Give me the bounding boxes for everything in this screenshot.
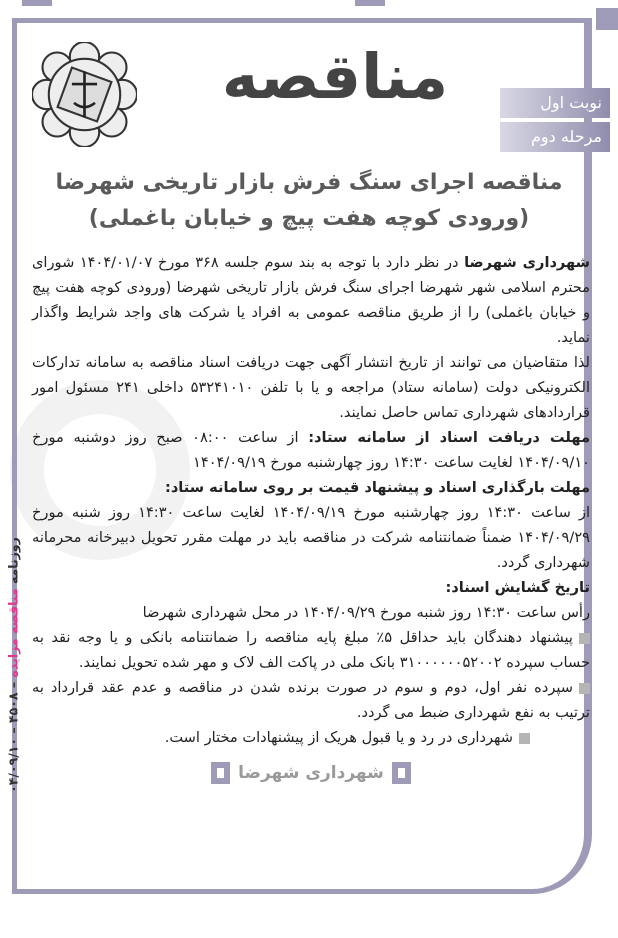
organization-name: شهرداری شهرضا (464, 254, 590, 271)
tender-subject-detail: (ورودی کوچه هفت پیچ و خیابان باغملی) (88, 206, 530, 231)
square-decoration-icon (211, 762, 230, 784)
receive-deadline (32, 425, 590, 475)
bullet-square-icon (519, 733, 530, 744)
upload-heading: مهلت بارگذاری اسناد و پیشنهاد قیمت بر روی سامانه ستاد: (164, 479, 590, 496)
receive-heading: مهلت دریافت اسناد از سامانه ستاد: (308, 429, 591, 446)
upload-text: از ساعت ۱۴:۳۰ روز چهارشنبه مورخ ۱۴۰۴/۰۹/۱۹ لغایت ساعت ۱۴:۳۰ روز شنبه مورخ ۱۴۰۴/۰۹/۲۹ ضمناً ضمانتنامه شرکت در مناقصه باید در مهلت مقرر تحویل دبیرخانه محرمانه شهرداری گردد. (32, 504, 591, 571)
municipality-logo-icon (32, 42, 137, 147)
page-title: مناقصه (221, 40, 449, 113)
top-bar-decoration (355, 0, 385, 6)
intro-text: در نظر دارد با توجه به بند سوم جلسه ۳۶۸ مورخ ۱۴۰۴/۰۱/۰۷ شورای محترم اسلامی شهر شهرضا اجرای سنگ فرش بازار تاریخی شهرضا (ورودی کوچه هفت پیچ و خیابان باغملی) را از طریق مناقصه عمومی به افراد یا شرکت های واجد شرایط واگذار نماید. (32, 254, 590, 346)
bullet-square-icon (579, 683, 590, 694)
intro-paragraph (32, 250, 590, 350)
bullet-item (32, 725, 590, 750)
bullet-text: پیشنهاد دهندگان باید حداقل ۵٪ مبلغ پایه مناقصه را ضمانتنامه بانکی و یا وجه نقد به حساب سپرده ۳۱۰۰۰۰۰۰۵۲۰۰۲ بانک ملی در پاکت الف لاک و مهر شده تحویل نمایند. (32, 629, 590, 671)
round-label: نوبت اول (500, 88, 610, 118)
applicants-paragraph: لذا متقاضیان می توانند از تاریخ انتشار آگهی جهت دریافت اسناد مناقصه به سامانه تدارکات الکترونیکی دولت (سامانه ستاد) مراجعه و یا با تلفن ۵۳۲۴۱۰۱۰ داخلی ۲۴۱ مسئول امور قراردادهای شهرداری تماس حاصل نمایند. (32, 354, 590, 421)
receive-text: از ساعت ۰۸:۰۰ صبح روز دوشنبه مورخ ۱۴۰۴/۰۹/۱۰ لغایت ساعت ۱۴:۳۰ روز چهارشنبه مورخ ۱۴۰۴/۰۹/۱۹ (32, 429, 590, 471)
side-label-text (6, 537, 21, 793)
opening-heading: تاریخ گشایش اسناد: (445, 579, 590, 596)
top-bar-decoration (22, 0, 52, 6)
bullet-square-icon (579, 633, 590, 644)
newspaper-side-label (0, 525, 26, 805)
signature-text: شهرداری شهرضا (238, 763, 384, 783)
newspaper-brand: مناقصه مزایده (5, 588, 21, 678)
bullet-item (32, 675, 590, 725)
stage-label: مرحله دوم (500, 122, 610, 152)
tender-subject: مناقصه اجرای سنگ فرش بازار تاریخی شهرضا (55, 170, 563, 195)
notice-content (32, 250, 590, 790)
frame-corner-decoration (596, 8, 618, 30)
notice-body (32, 250, 590, 750)
opening-text: رأس ساعت ۱۴:۳۰ روز شنبه مورخ ۱۴۰۴/۰۹/۲۹ در محل شهرداری شهرضا (142, 604, 590, 621)
bullet-text: سپرده نفر اول، دوم و سوم در صورت برنده شدن در مناقصه و عدم عقد قرارداد به ترتیب به نفع شهرداری ضبط می گردد. (32, 679, 590, 721)
footer-signature (211, 756, 411, 790)
bullet-item (32, 625, 590, 675)
square-decoration-icon (392, 762, 411, 784)
newspaper-name: روزنامه (5, 537, 21, 585)
bullet-text: شهرداری در رد و یا قبول هریک از پیشنهادات مختار است. (164, 729, 513, 746)
issue-number-date: – ۴۵۰۸ – ۰۴/۰۹/۱۰ (5, 681, 21, 793)
